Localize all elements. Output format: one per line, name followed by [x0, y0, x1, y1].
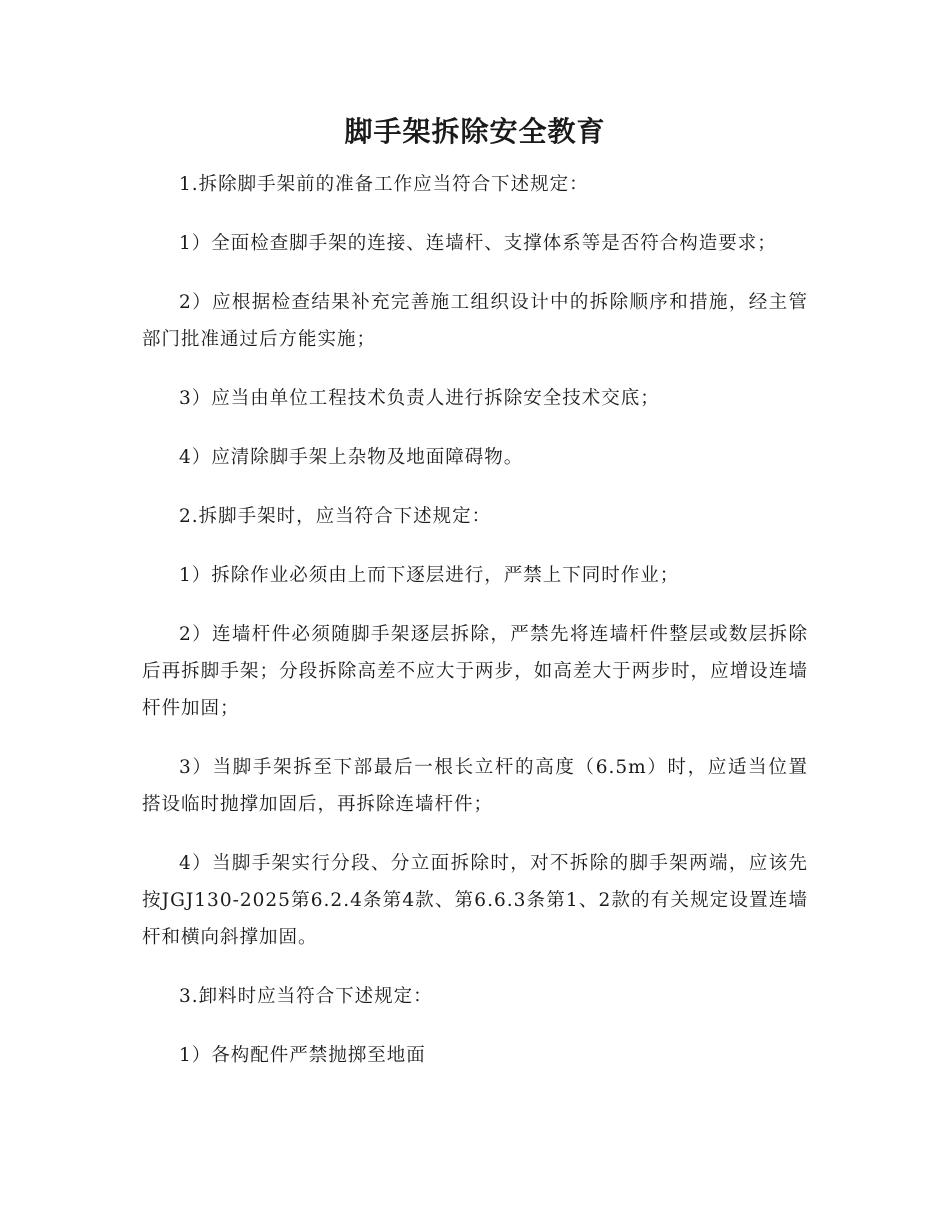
paragraph: 3）应当由单位工程技术负责人进行拆除安全技术交底； — [179, 388, 660, 409]
paragraph: 1）拆除作业必须由上而下逐层进行，严禁上下同时作业； — [179, 565, 680, 586]
paragraph: 1）各构配件严禁抛掷至地面 — [179, 1045, 426, 1066]
paragraph: 3）当脚手架拆至下部最后一根长立杆的高度（6.5m）时，应适当位置搭设临时抛撑加固后，再拆除连墙杆件； — [142, 757, 808, 815]
paragraph: 1）全面检查脚手架的连接、连墙杆、支撑体系等是否符合构造要求； — [179, 233, 777, 254]
paragraph: 2）连墙杆件必须随脚手架逐层拆除，严禁先将连墙杆件整层或数层拆除后再拆脚手架；分段拆除高差不应大于两步，如高差大于两步时，应增设连墙杆件加固； — [142, 624, 808, 719]
paragraph: 4）当脚手架实行分段、分立面拆除时，对不拆除的脚手架两端，应该先按JGJ130-2025第6.2.4条第4款、第6.6.3条第1、2款的有关规定设置连墙杆和横向斜撑加固。 — [142, 853, 808, 948]
paragraph: 2.拆脚手架时，应当符合下述规定： — [179, 506, 492, 527]
paragraph: 4）应清除脚手架上杂物及地面障碍物。 — [179, 447, 524, 468]
document-body — [142, 166, 808, 1096]
document-title: 脚手架拆除安全教育 — [344, 115, 606, 148]
paragraph: 1.拆除脚手架前的准备工作应当符合下述规定： — [179, 174, 589, 195]
paragraph: 2）应根据检查结果补充完善施工组织设计中的拆除顺序和措施，经主管部门批准通过后方能实施； — [142, 292, 808, 350]
paragraph: 3.卸料时应当符合下述规定： — [179, 986, 433, 1007]
